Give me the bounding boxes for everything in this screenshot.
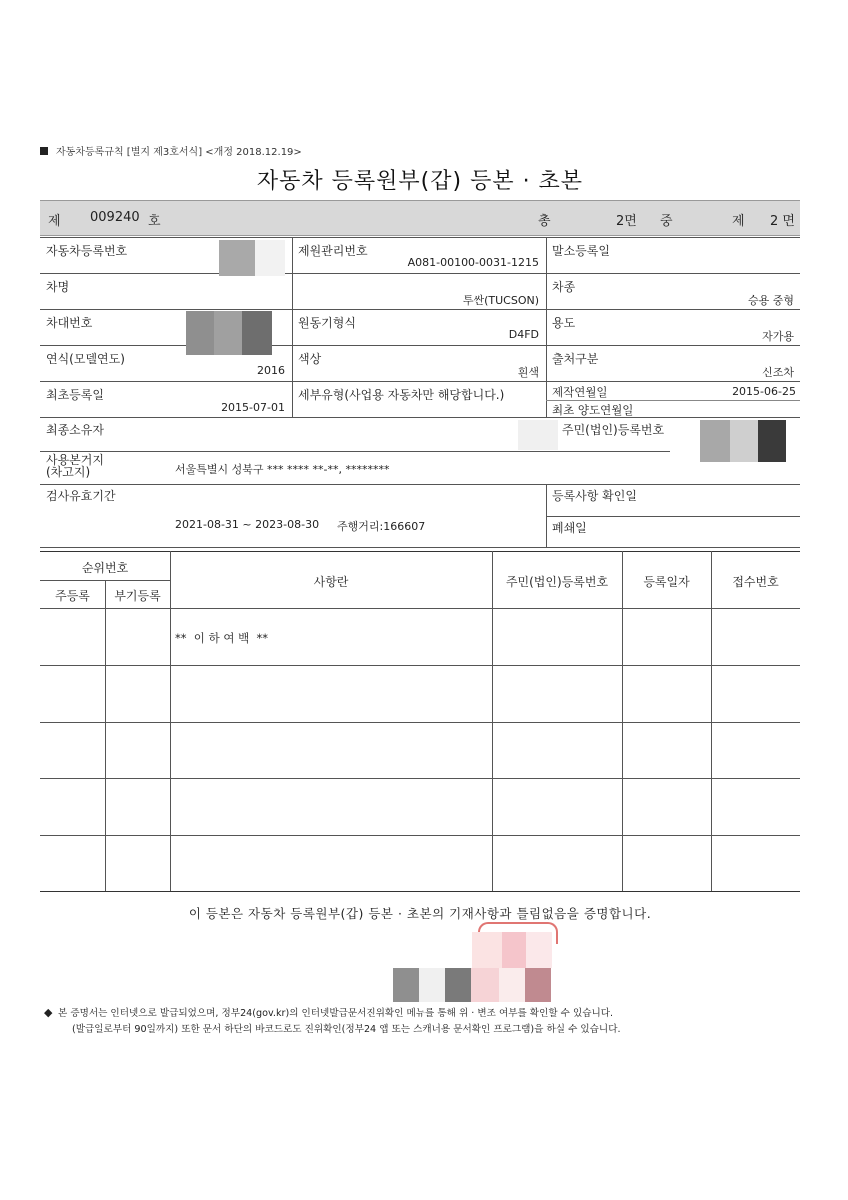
first-registration-value: 2015-07-01	[221, 401, 285, 414]
certification-statement: 이 등본은 자동차 등록원부(갑) 등본 · 초본의 기재사항과 틀림없음을 증명합니다.	[188, 906, 652, 921]
document-title: 자동차 등록원부(갑) 등본 · 초본	[256, 169, 584, 194]
column-receipt: 접수번호	[732, 575, 779, 589]
grid-line	[40, 381, 800, 382]
grid-line	[40, 417, 800, 418]
diamond-bullet-icon: ◆	[44, 1006, 53, 1019]
usage-label: 용도	[552, 316, 576, 330]
column-main: 주등록	[55, 589, 90, 603]
document-number-bar	[40, 200, 800, 236]
table-row: ** 이 하 여 백 **	[175, 631, 269, 645]
form-reference	[40, 143, 302, 158]
table-line	[622, 551, 623, 891]
table-line	[40, 551, 800, 552]
grid-line	[40, 273, 800, 274]
grid-line	[40, 451, 560, 452]
form-reference-text: 자동차등록규칙 [별지 제3호서식] <개정 2018.12.19>	[56, 147, 302, 158]
table-line	[40, 891, 800, 892]
vehicle-name-value: 투싼(TUCSON)	[462, 294, 539, 307]
spec-number-label: 제원관리번호	[298, 244, 368, 258]
redacted-block	[214, 311, 242, 355]
registration-number-label: 자동차등록번호	[46, 244, 128, 258]
garage-address-value: 서울특별시 성북구 *** **** **-**, ********	[175, 463, 390, 476]
middle-label: 중	[660, 214, 673, 229]
grid-line	[40, 345, 800, 346]
notice-line-2: (발급일로부터 90일까지) 또한 문서 하단의 바코드로도 진위확인(정부24 앱 또는 스캐너용 문서확인 프로그램)을 하실 수 있습니다.	[72, 1024, 621, 1035]
column-sub: 부기등록	[114, 589, 161, 603]
engine-type-value: D4FD	[508, 328, 539, 341]
grid-line	[546, 484, 547, 547]
grid-line	[546, 516, 800, 517]
document-number: 009240	[90, 210, 140, 225]
final-owner-label: 최종소유자	[46, 423, 104, 437]
table-line	[492, 551, 493, 891]
redacted-block	[445, 968, 471, 1002]
grid-line	[40, 547, 800, 548]
column-date: 등록일자	[643, 575, 690, 589]
garage-address-label-line2: (차고지)	[46, 465, 91, 479]
current-page: 2 면	[770, 214, 795, 229]
engine-type-label: 원동기형식	[298, 316, 356, 330]
grid-line	[40, 237, 800, 238]
detail-type-label: 세부유형(사업용 자동차만 해당합니다.)	[298, 388, 505, 402]
scrap-label: 폐쇄일	[552, 521, 587, 535]
table-line	[40, 665, 800, 666]
table-line	[40, 778, 800, 779]
first-transfer-label: 최초 양도연월일	[552, 403, 634, 417]
redacted-block	[419, 968, 445, 1002]
redacted-block	[518, 420, 558, 450]
color-label: 색상	[298, 352, 322, 366]
redacted-block	[255, 240, 285, 276]
table-line	[711, 551, 712, 891]
color-value: 흰색	[517, 366, 539, 379]
grid-line	[546, 400, 800, 401]
current-prefix: 제	[732, 214, 745, 229]
vehicle-type-label: 차종	[552, 280, 576, 294]
square-bullet-icon	[40, 147, 48, 155]
number-suffix: 호	[148, 214, 161, 229]
cancellation-date-label: 말소등록일	[552, 244, 610, 258]
redacted-block	[700, 420, 730, 462]
redacted-block	[219, 240, 255, 276]
redacted-block	[393, 968, 419, 1002]
registration-check-label: 등록사항 확인일	[552, 489, 637, 503]
grid-line	[560, 451, 670, 452]
grid-line	[292, 237, 293, 417]
model-year-label: 연식(모델연도)	[46, 352, 125, 366]
inspection-period-value: 2021-08-31 ~ 2023-08-30	[175, 518, 320, 531]
issuance-notice	[44, 1006, 621, 1038]
model-year-value: 2016	[257, 364, 285, 377]
total-label: 총	[538, 214, 551, 229]
garage-address-label-line1: 사용본거지	[46, 453, 104, 467]
notice-line-1: 본 증명서는 인터넷으로 발급되었으며, 정부24(gov.kr)의 인터넷발급문서진위확인 메뉴를 통해 위 · 변조 여부를 확인할 수 있습니다.	[58, 1008, 614, 1019]
table-line	[40, 835, 800, 836]
total-pages: 2면	[616, 214, 637, 229]
redacted-block	[758, 420, 786, 462]
redacted-block	[186, 311, 214, 355]
inspection-period-label: 검사유효기간	[46, 489, 116, 503]
first-registration-label: 최초등록일	[46, 388, 104, 402]
redacted-block	[471, 968, 499, 1002]
table-line	[105, 580, 106, 891]
garage-address-label	[46, 454, 104, 478]
mileage-value: 주행거리:166607	[337, 520, 426, 533]
column-rank: 순위번호	[81, 561, 129, 575]
grid-line	[546, 237, 547, 417]
grid-line	[40, 484, 800, 485]
vehicle-type-value: 승용 중형	[747, 294, 794, 307]
manufacture-date-value: 2015-06-25	[732, 385, 796, 398]
redacted-block	[526, 932, 552, 968]
spec-number-value: A081-00100-0031-1215	[407, 256, 539, 269]
table-line	[170, 551, 171, 891]
redacted-block	[730, 420, 758, 462]
vehicle-name-label: 차명	[46, 280, 70, 294]
column-id: 주민(법인)등록번호	[505, 575, 609, 589]
table-line	[40, 608, 800, 609]
usage-value: 자가용	[762, 330, 794, 343]
number-prefix: 제	[48, 214, 61, 229]
chassis-number-label: 차대번호	[46, 316, 93, 330]
redacted-block	[242, 311, 272, 355]
redacted-block	[499, 968, 525, 1002]
redacted-block	[502, 932, 526, 968]
id-number-label: 주민(법인)등록번호	[562, 423, 665, 437]
redacted-block	[525, 968, 551, 1002]
origin-type-value: 신조차	[762, 366, 794, 379]
table-line	[40, 722, 800, 723]
column-items: 사항란	[313, 575, 349, 589]
manufacture-date-label: 제작연월일	[552, 385, 608, 399]
redacted-block	[472, 932, 502, 968]
origin-type-label: 출처구분	[552, 352, 599, 366]
grid-line	[40, 309, 800, 310]
